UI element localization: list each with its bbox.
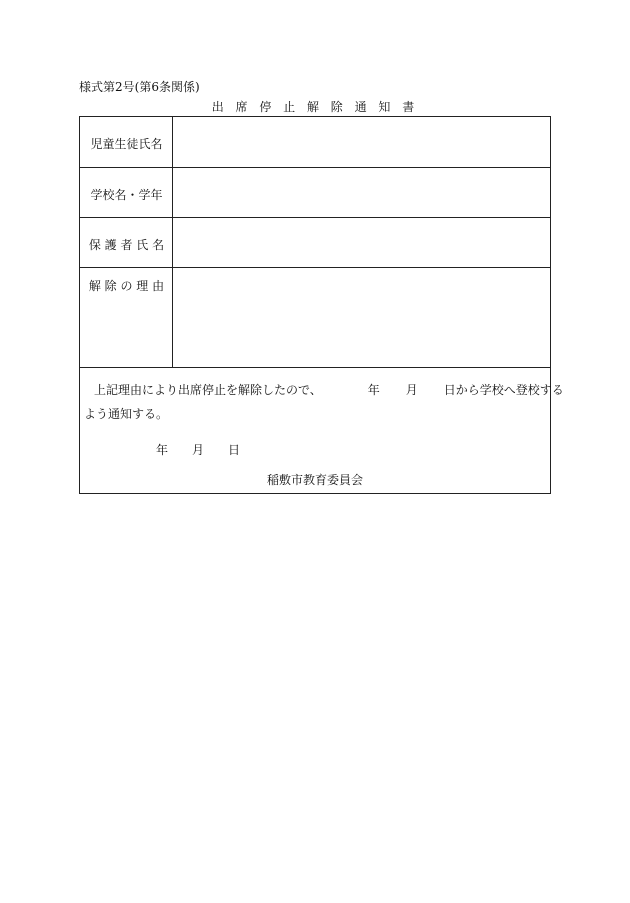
notice-line-1 <box>94 381 564 398</box>
issue-date-month: 月 <box>192 443 205 457</box>
release-reason-value[interactable] <box>173 268 550 367</box>
guardian-name-value[interactable] <box>173 218 550 267</box>
field-row-guardian-name <box>80 218 550 268</box>
school-grade-value[interactable] <box>173 168 550 217</box>
school-grade-label: 学校名・学年 <box>90 188 163 202</box>
notice-year-unit: 年 <box>367 383 380 397</box>
field-row-student-name <box>80 117 550 168</box>
issuer-name: 稲敷市教育委員会 <box>266 473 363 487</box>
student-name-label: 児童生徒氏名 <box>90 137 163 151</box>
field-label-cell <box>80 218 173 267</box>
notice-month-unit: 月 <box>405 383 418 397</box>
issue-date-day: 日 <box>228 443 241 457</box>
notice-form-table <box>79 116 564 494</box>
issue-date-year: 年 <box>156 443 169 457</box>
document-title: 出 席 停 止 解 除 通 知 書 <box>211 100 419 114</box>
field-row-release-reason <box>80 268 550 368</box>
notice-section <box>80 368 564 493</box>
field-label-cell <box>80 268 173 367</box>
form-number-label: 様式第2号(第6条関係) <box>79 80 200 94</box>
field-label-cell <box>80 117 173 167</box>
student-name-value[interactable] <box>173 117 550 167</box>
notice-text-prefix: 上記理由により出席停止を解除したので、 <box>94 383 322 397</box>
field-row-school-grade <box>80 168 550 218</box>
notice-line-2: よう通知する。 <box>84 407 169 421</box>
notice-text-suffix: 日から学校へ登校する <box>443 383 564 397</box>
guardian-name-label: 保 護 者 氏 名 <box>88 238 165 252</box>
release-reason-label: 解 除 の 理 由 <box>88 279 165 293</box>
field-label-cell <box>80 168 173 217</box>
issue-date <box>156 441 240 458</box>
